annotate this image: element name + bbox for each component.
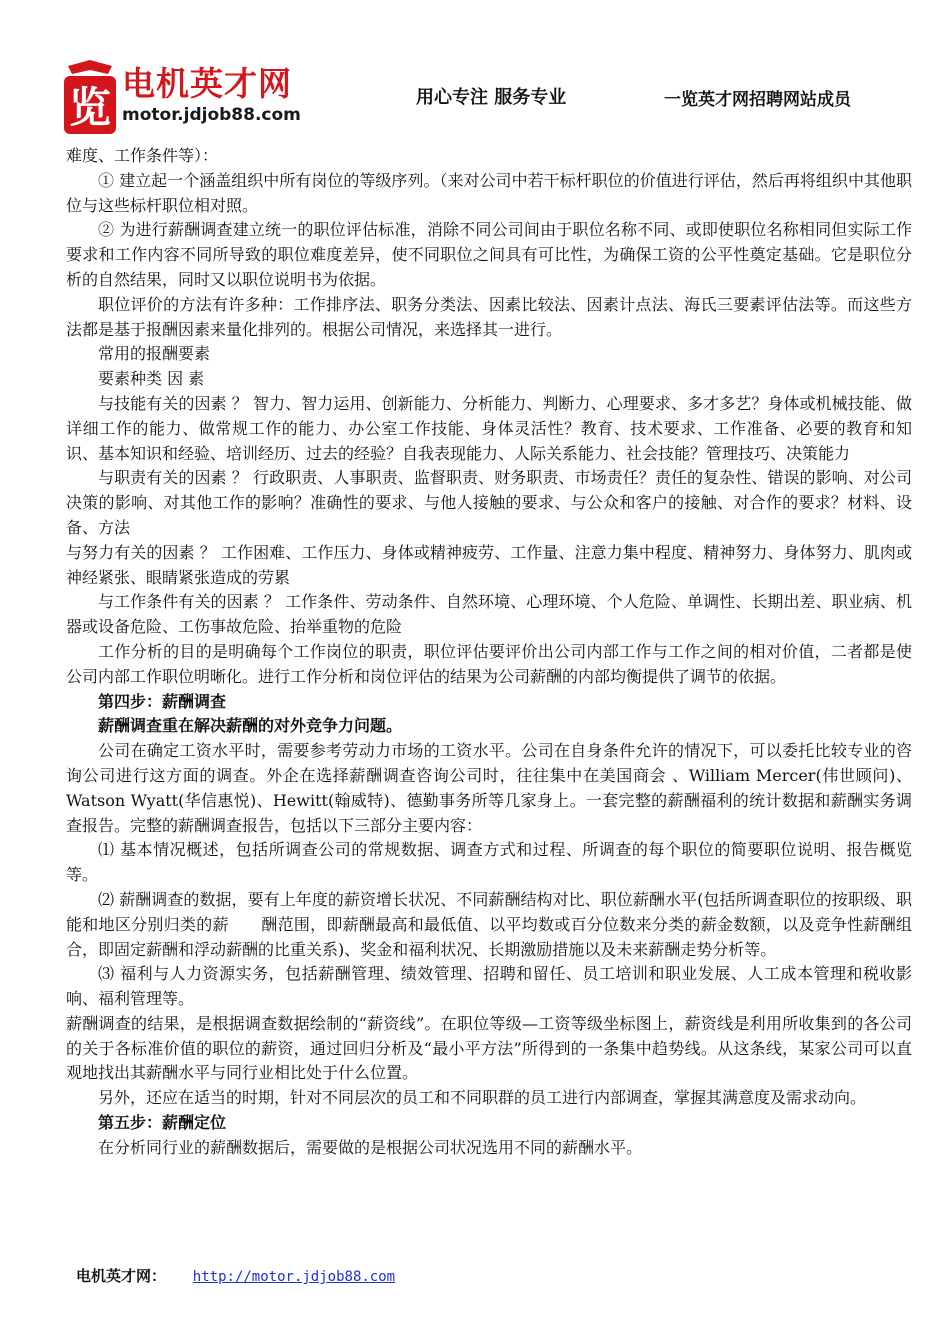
paragraph: ① 建立起一个涵盖组织中所有岗位的等级序列。（来对公司中若干标杆职位的价值进行评估，然后再将组织中其他职位与这些标杆职位相对照。 xyxy=(66,170,912,215)
paragraph: 与技能有关的因素 ？ 智力、智力运用、创新能力、分析能力、判断力、心理要求、多才多艺？身体或机械技能、做详细工作的能力、做常规工作的能力、办公室工作技能、身体灵活性？教育、技术要求、工作准备、必要的教育和知识、基本知识和经验、培训经历、过去的经验？自我表现能力、人际关系能力、社会技能？管理技巧、决策能力 xyxy=(66,393,912,463)
paragraph: ⑶ 福利与人力资源实务，包括薪酬管理、绩效管理、招聘和留任、员工培训和职业发展、人工成本管理和税收影响、福利管理等。 xyxy=(66,964,912,1009)
paragraph: 工作分析的目的是明确每个工作岗位的职责，职位评估要评价出公司内部工作与工作之间的相对价值，二者都是使公司内部工作职位明晰化。进行工作分析和岗位评估的结果为公司薪酬的内部均衡提供了调节的依据。 xyxy=(66,641,912,686)
footer-link[interactable]: http://motor.jdjob88.com xyxy=(192,1269,396,1285)
paragraph: 与职责有关的因素 ？ 行政职责、人事职责、监督职责、财务职责、市场责任？责任的复杂性、错误的影响、对公司决策的影响、对其他工作的影响？准确性的要求、与他人接触的要求、与公众和客户的接触、对合作的要求？材料、设备、方法 xyxy=(66,468,912,537)
page-footer xyxy=(76,1265,395,1286)
section-heading: 第四步：薪酬调查 xyxy=(98,691,227,711)
svg-text:览: 览 xyxy=(68,83,112,132)
section-heading: 第五步：薪酬定位 xyxy=(98,1113,227,1133)
site-logo[interactable] xyxy=(60,56,320,138)
paragraph: 在分析同行业的薪酬数据后，需要做的是根据公司状况选用不同的薪酬水平。 xyxy=(98,1137,643,1157)
paragraph: ② 为进行薪酬调查建立统一的职位评估标准，消除不同公司间由于职位名称不同、或即使职位名称相同但实际工作要求和工作内容不同所导致的职位难度差异，使不同职位之间具有可比性，为确保工资的公平性奠定基础。它是职位分析的自然结果，同时又以职位说明书为依据。 xyxy=(66,220,912,289)
paragraph: 另外，还应在适当的时期，针对不同层次的员工和不同职群的员工进行内部调查，掌握其满意度及需求动向。 xyxy=(98,1088,867,1108)
header-member-note: 一览英才网招聘网站成员 xyxy=(664,90,851,110)
paragraph: 常用的报酬要素 xyxy=(98,344,211,364)
paragraph: ⑵ 薪酬调查的数据，要有上年度的薪资增长状况、不同薪酬结构对比、职位薪酬水平(包括所调查职位的按职级、职能和地区分别归类的薪 酬范围，即薪酬最高和最低值、以平均数或百分位数来分类的薪金数额，以及竞争性薪酬组合，即固定薪酬和浮动薪酬的比重关系)、奖金和福利状况、长期激励措施以及未来薪酬走势分析等。 xyxy=(66,889,912,959)
logo-url: motor.jdjob88.com xyxy=(122,105,301,125)
paragraph: 公司在确定工资水平时，需要参考劳动力市场的工资水平。公司在自身条件允许的情况下，可以委托比较专业的咨询公司进行这方面的调查。外企在选择薪酬调查咨询公司时，往往集中在美国商会 、William Mercer(伟世顾问)、Watson Wyatt(华信惠悦)、Hewitt(翰威特)、德勤事务所等几家身上。一套完整的薪酬福利的统计数据和薪酬实务调查报告。完整的薪酬调查报告，包括以下三部分主要内容： xyxy=(66,741,912,835)
header-slogan: 用心专注 服务专业 xyxy=(416,87,567,108)
paragraph: 职位评价的方法有许多种：工作排序法、职务分类法、因素比较法、因素计点法、海氏三要素评估法等。而这些方法都是基于报酬因素来量化排列的。根据公司情况，来选择其一进行。 xyxy=(66,294,912,339)
paragraph: 难度、工作条件等）： xyxy=(66,146,219,165)
page-header xyxy=(0,0,950,148)
paragraph: ⑴ 基本情况概述，包括所调查公司的常规数据、调查方式和过程、所调查的每个职位的简要职位说明、报告概览等。 xyxy=(66,840,912,885)
paragraph: 薪酬调查的结果，是根据调查数据绘制的“薪资线”。在职位等级—工资等级坐标图上，薪资线是利用所收集到的各公司的关于各标准价值的职位的薪资，通过回归分析及“最小平方法”所得到的一条集中趋势线。从这条线，某家公司可以直观地找出其薪酬水平与同行业相比处于什么位置。 xyxy=(66,1013,912,1083)
logo-name: 电机英才网 xyxy=(122,64,292,103)
document-body xyxy=(66,144,912,1262)
paragraph: 与努力有关的因素 ？ 工作困难、工作压力、身体或精神疲劳、工作量、注意力集中程度、精神努力、身体努力、肌肉或神经紧张、眼睛紧张造成的劳累 xyxy=(66,542,912,587)
logo-mark-icon xyxy=(60,60,120,136)
footer-label: 电机英才网： xyxy=(76,1267,167,1285)
paragraph: 与工作条件有关的因素 ？ 工作条件、劳动条件、自然环境、心理环境、个人危险、单调性、长期出差、职业病、机器或设备危险、工伤事故危险、抬举重物的危险 xyxy=(66,592,912,637)
paragraph: 要素种类 因 素 xyxy=(98,369,205,389)
section-subheading: 薪酬调查重在解决薪酬的对外竞争力问题。 xyxy=(98,716,403,736)
